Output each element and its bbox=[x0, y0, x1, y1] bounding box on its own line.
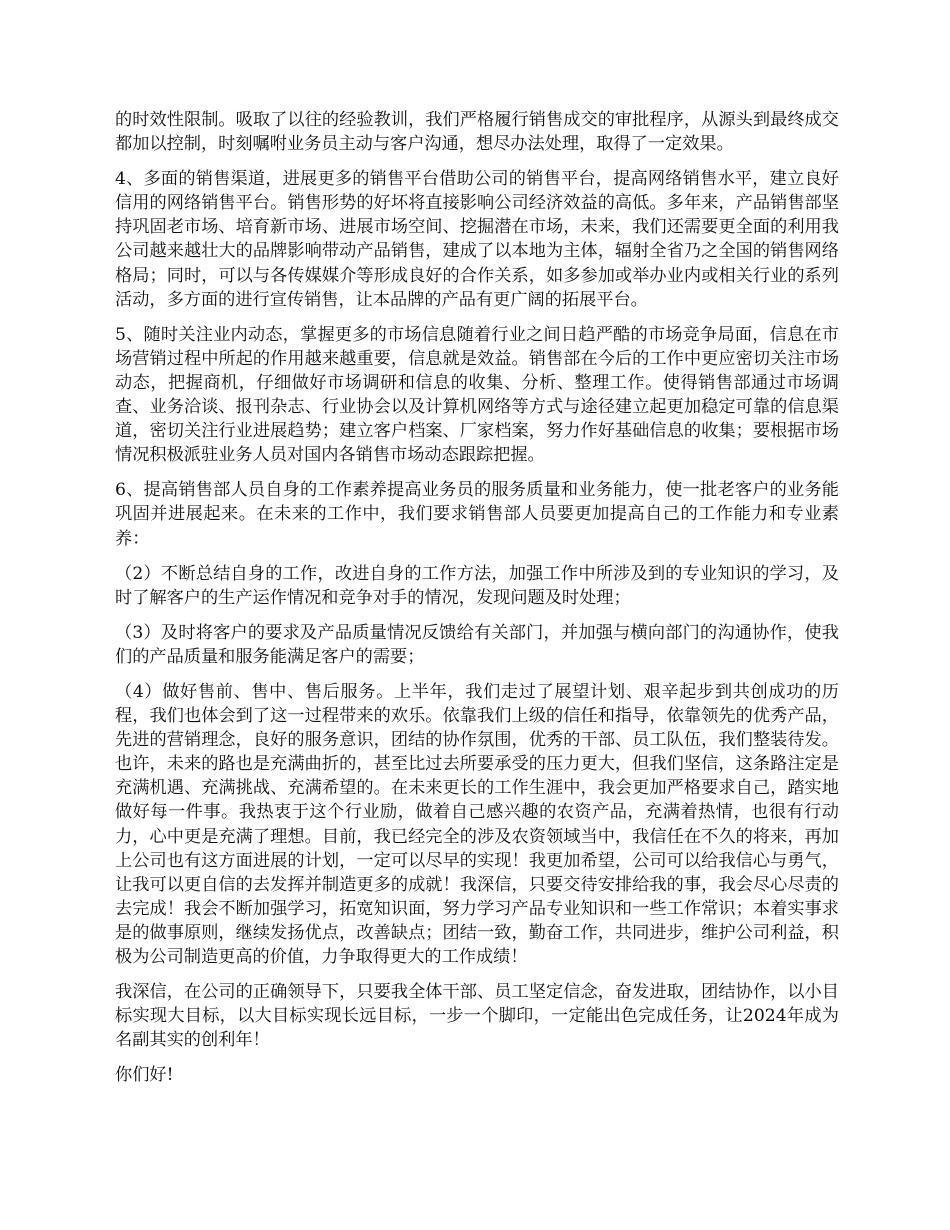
paragraph-item-4-sales-channels: 4、多面的销售渠道，进展更多的销售平台借助公司的销售平台，提高网络销售水平，建立良好信用的网络销售平台。销售形势的好坏将直接影响公司经济效益的高低。多年来，产品销售部坚持巩固老市场、培育新市场、进展市场空间、挖掘潜在市场，未来，我们还需要更全面的利用我公司越来越壮大的品牌影响带动产品销售，建成了以本地为主体，辐射全省乃之全国的销售网络格局；同时，可以与各传媒媒介等形成良好的合作关系，如多参加或举办业内或相关行业的系列活动，多方面的进行宣传销售，让本品牌的产品有更广阔的拓展平台。 bbox=[115, 169, 839, 310]
paragraph-subitem-2: （2）不断总结自身的工作，改进自身的工作方法，加强工作中所涉及到的专业知识的学习，及时了解客户的生产运作情况和竞争对手的情况，发现问题及时处理； bbox=[115, 563, 839, 608]
document-body bbox=[115, 108, 839, 1098]
paragraph-conclusion: 我深信，在公司的正确领导下，只要我全体干部、员工坚定信念，奋发进取，团结协作，以小目标实现大目标，以大目标实现长远目标，一步一个脚印，一定能出色完成任务，让2024年成为名副其实的创利年！ bbox=[115, 982, 839, 1051]
paragraph-item-5-market-info: 5、随时关注业内动态，掌握更多的市场信息随着行业之间日趋严酷的市场竞争局面，信息在市场营销过程中所起的作用越来越重要，信息就是效益。销售部在今后的工作中更应密切关注市场动态，把握商机，仔细做好市场调研和信息的收集、分析、整理工作。使得销售部通过市场调查、业务洽谈、报刊杂志、行业协会以及计算机网络等方式与途径建立起更加稳定可靠的信息渠道，密切关注行业进展趋势；建立客户档案、厂家档案，努力作好基础信息的收集；要根据市场情况积极派驻业务人员对国内各销售市场动态跟踪把握。 bbox=[115, 324, 839, 466]
paragraph-greeting: 你们好! bbox=[115, 1065, 174, 1086]
paragraph-subitem-3: （3）及时将客户的要求及产品质量情况反馈给有关部门，并加强与横向部门的沟通协作，使我们的产品质量和服务能满足客户的需要； bbox=[115, 622, 839, 667]
paragraph-item-6-staff-quality: 6、提高销售部人员自身的工作素养提高业务员的服务质量和业务能力，使一批老客户的业务能巩固并进展起来。在未来的工作中，我们要求销售部人员要更加提高自己的工作能力和专业素养： bbox=[115, 480, 839, 549]
paragraph-timeliness: 的时效性限制。吸取了以往的经验教训，我们严格履行销售成交的审批程序，从源头到最终成交都加以控制，时刻嘱咐业务员主动与客户沟通，想尽办法处理，取得了一定效果。 bbox=[115, 110, 839, 155]
paragraph-subitem-4: （4）做好售前、售中、售后服务。上半年，我们走过了展望计划、艰辛起步到共创成功的历程，我们也体会到了这一过程带来的欢乐。依靠我们上级的信任和指导，依靠领先的优秀产品，先进的营销理念，良好的服务意识，团结的协作氛围，优秀的干部、员工队伍，我们整装待发。也许，未来的路也是充满曲折的，甚至比过去所要承受的压力更大，但我们坚信，这条路注定是充满机遇、充满挑战、充满希望的。在未来更长的工作生涯中，我会更加严格要求自己，踏实地做好每一件事。我热衷于这个行业励，做着自己感兴趣的农资产品，充满着热情，也很有行动力，心中更是充满了理想。目前，我已经完全的涉及农资领域当中，我信任在不久的将来，再加上公司也有这方面进展的计划，一定可以尽早的实现！我更加希望，公司可以给我信心与勇气，让我可以更自信的去发挥并制造更多的成就！我深信，只要交待安排给我的事，我会尽心尽责的去完成！我会不断加强学习，拓宽知识面，努力学习产品专业知识和一些工作常识；本着实事求是的做事原则，继续发扬优点，改善缺点；团结一致，勤奋工作，共同进步，维护公司利益，积极为公司制造更高的价值，力争取得更大的工作成绩！ bbox=[115, 681, 839, 967]
